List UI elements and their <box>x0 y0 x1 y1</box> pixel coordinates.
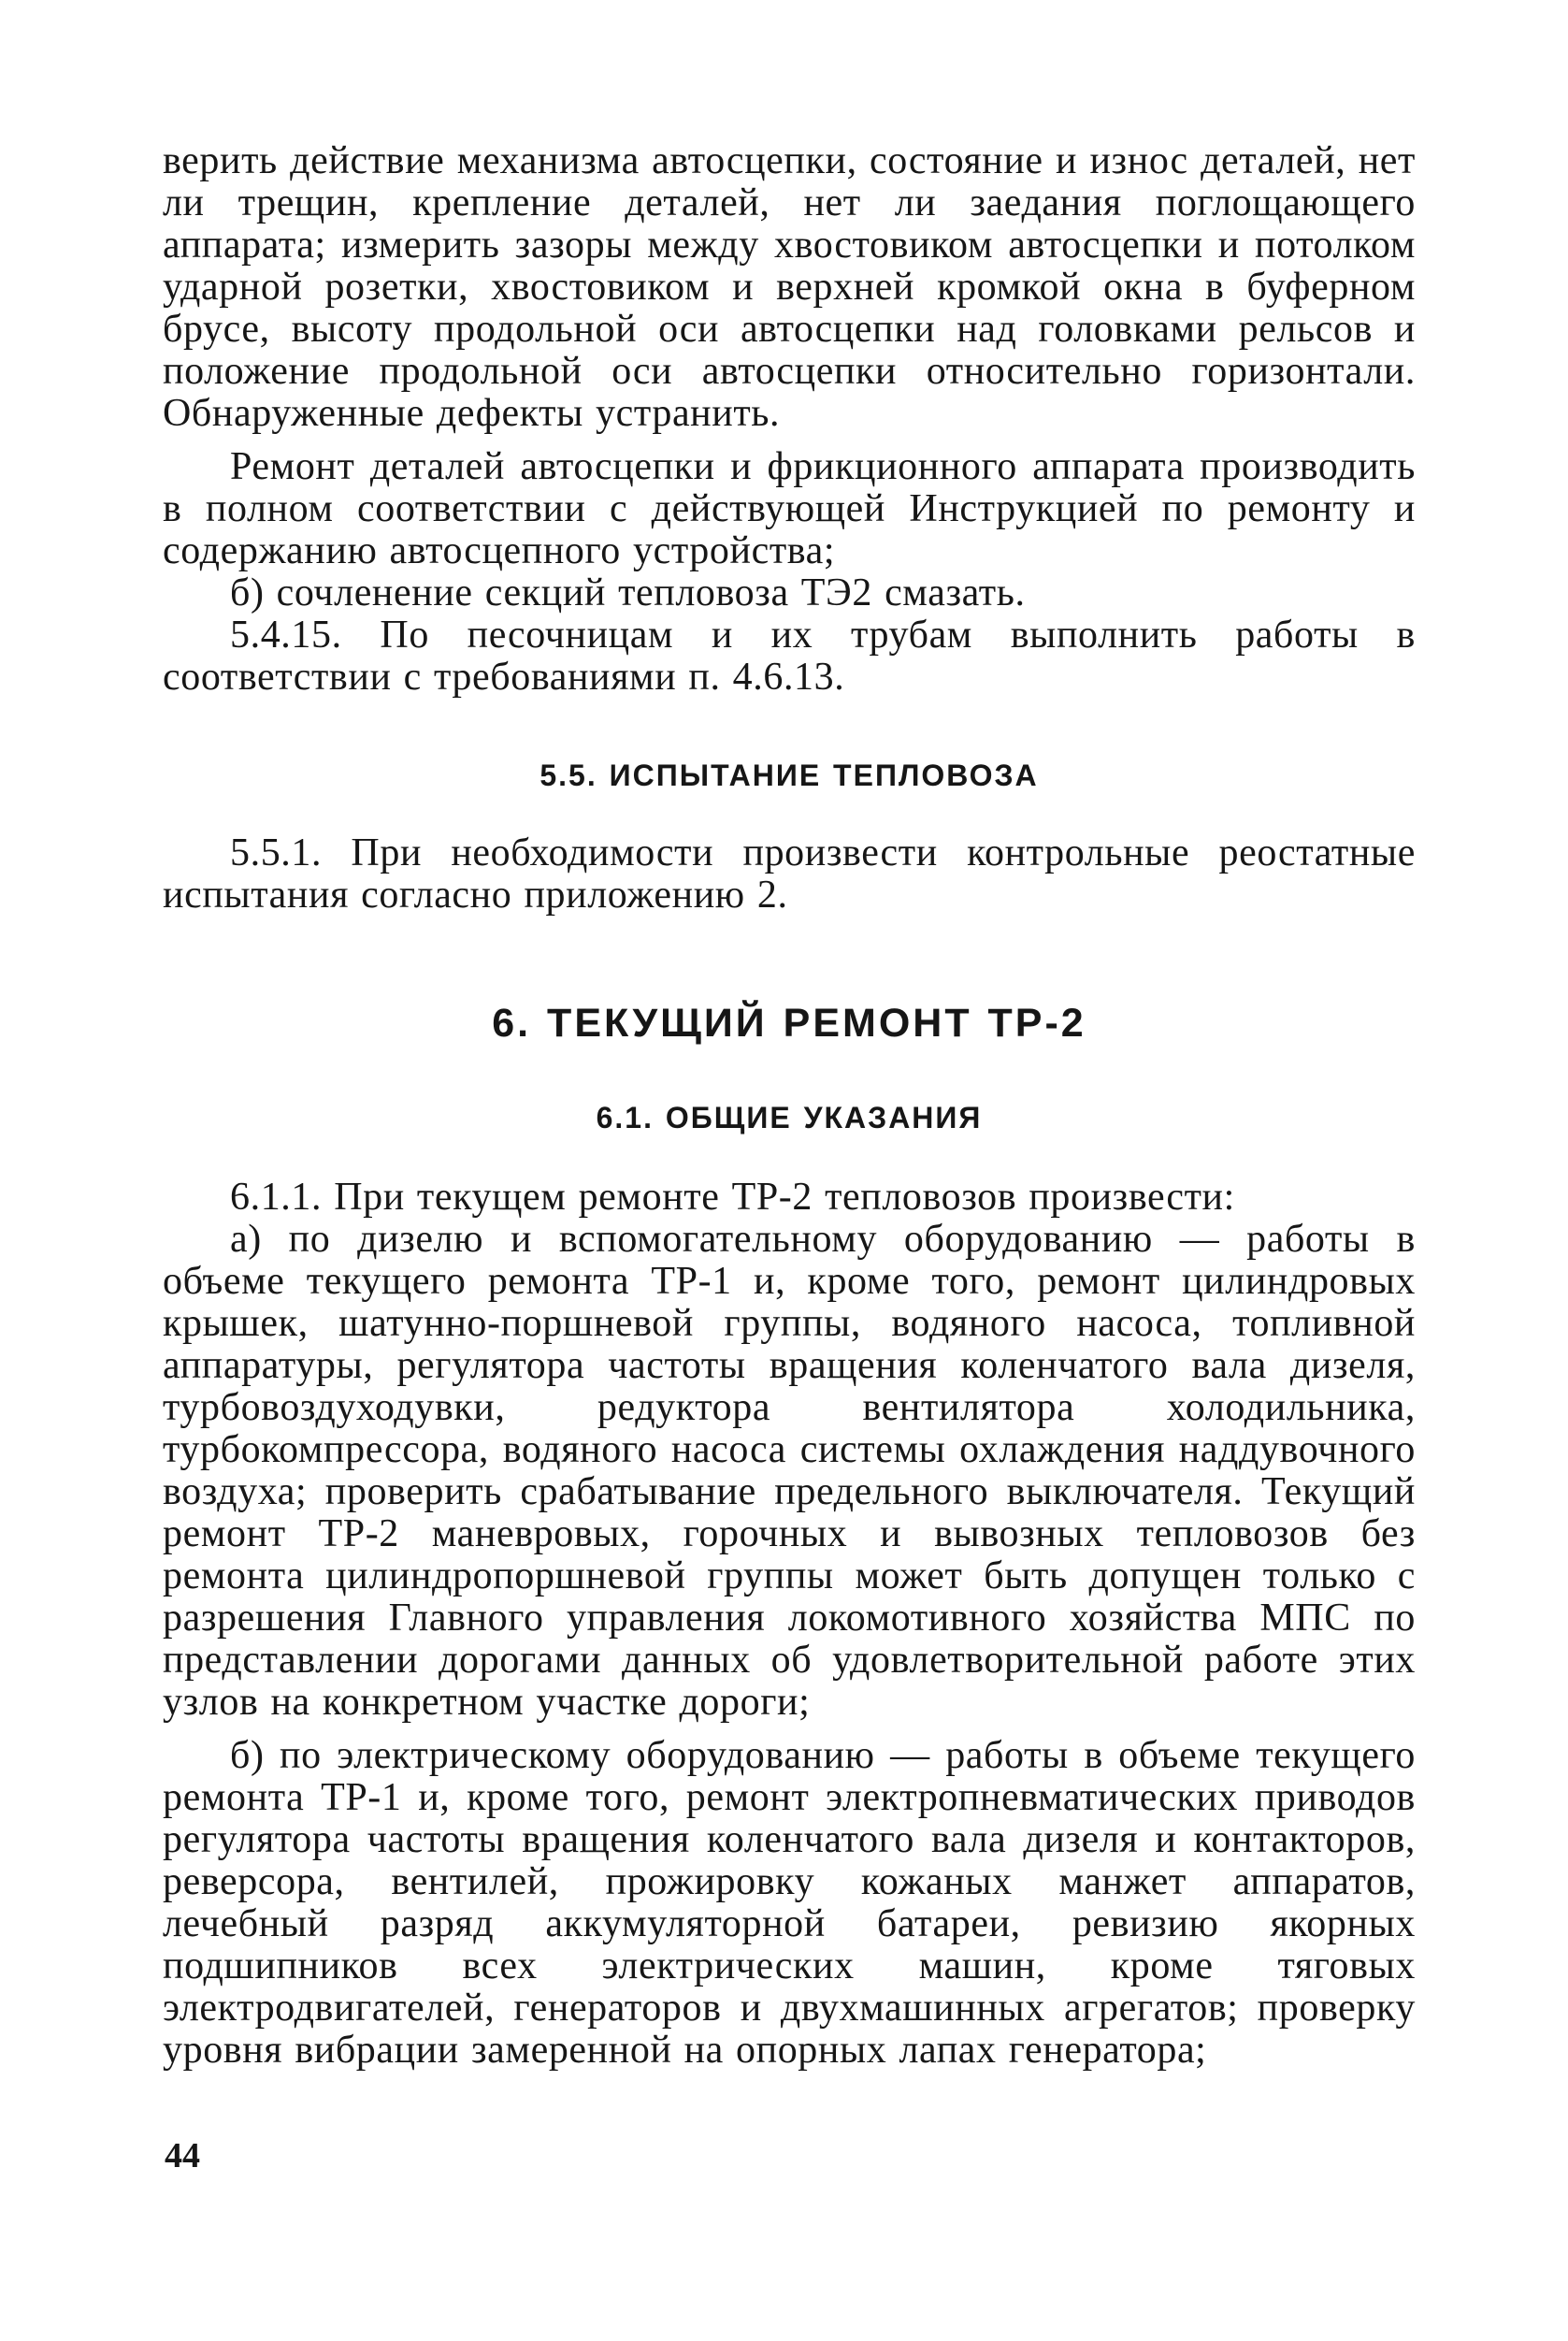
chapter-heading-6: 6. ТЕКУЩИЙ РЕМОНТ ТР-2 <box>492 1001 1086 1046</box>
paragraph-sandboxes: 5.4.15. По песочницам и их трубам выполнить работы в соответствии с требованиями п. 4.6.13. <box>163 614 1416 699</box>
paragraph-diesel-equipment: а) по дизелю и вспомогательному оборудованию — работы в объеме текущего ремонта ТР-1 и, кроме того, ремонт цилиндровых крышек, шатунно-поршневой группы, водяного насоса, топливной аппаратуры, регулятора частоты вращения коленчатого вала дизеля, турбовоздуходувки, редуктора вентилятора холодильника, турбокомпрессора, водяного насоса системы охлаждения наддувочного воздуха; проверить срабатывание предельного выключателя. Текущий ремонт ТР-2 маневровых, горочных и вывозных тепловозов без ремонта цилиндропоршневой группы может быть допущен только с разрешения Главного управления локомотивного хозяйства МПС по представлении дорогами данных об удовлетворительной работе этих узлов на конкретном участке дороги; <box>163 1218 1416 1724</box>
section-heading-5-5: 5.5. ИСПЫТАНИЕ ТЕПЛОВОЗА <box>539 759 1039 792</box>
paragraph-rheostat-tests: 5.5.1. При необходимости произвести контрольные реостатные испытания согласно приложению 2. <box>163 831 1416 917</box>
page-number: 44 <box>165 2136 200 2175</box>
paragraph-electrical-equipment: б) по электрическому оборудованию — работы в объеме текущего ремонта ТР-1 и, кроме того, ремонт электропневматических приводов регулятора частоты вращения коленчатого вала дизеля и контакторов, реверсора, вентилей, прожировку кожаных манжет аппаратов, лечебный разряд аккумуляторной батареи, ревизию якорных подшипников всех электрических машин, кроме тяговых электродвигателей, генераторов и двухмашинных агрегатов; проверку уровня вибрации замеренной на опорных лапах генератора; <box>163 1734 1416 2072</box>
paragraph-autocoupler-check: верить действие механизма автосцепки, состояние и износ деталей, нет ли трещин, крепление деталей, нет ли заедания поглощающего аппарата; измерить зазоры между хвостовиком автосцепки и потолком ударной розетки, хвостовиком и верхней кромкой окна в буферном брусе, высоту продольной оси автосцепки над головками рельсов и положение продольной оси автосцепки относительно горизонтали. Обнаруженные дефекты устранить. <box>163 139 1416 435</box>
paragraph-sections-lubricate: б) сочленение секций тепловоза ТЭ2 смазать. <box>230 571 1026 614</box>
document-page <box>163 140 1416 2072</box>
paragraph-repair-instruction: Ремонт деталей автосцепки и фрикционного аппарата производить в полном соответствии с действующей Инструкцией по ремонту и содержанию автосцепного устройства; <box>163 445 1416 572</box>
paragraph-6-1-1: 6.1.1. При текущем ремонте ТР-2 тепловозов произвести: <box>230 1176 1235 1219</box>
section-heading-6-1: 6.1. ОБЩИЕ УКАЗАНИЯ <box>596 1101 983 1134</box>
